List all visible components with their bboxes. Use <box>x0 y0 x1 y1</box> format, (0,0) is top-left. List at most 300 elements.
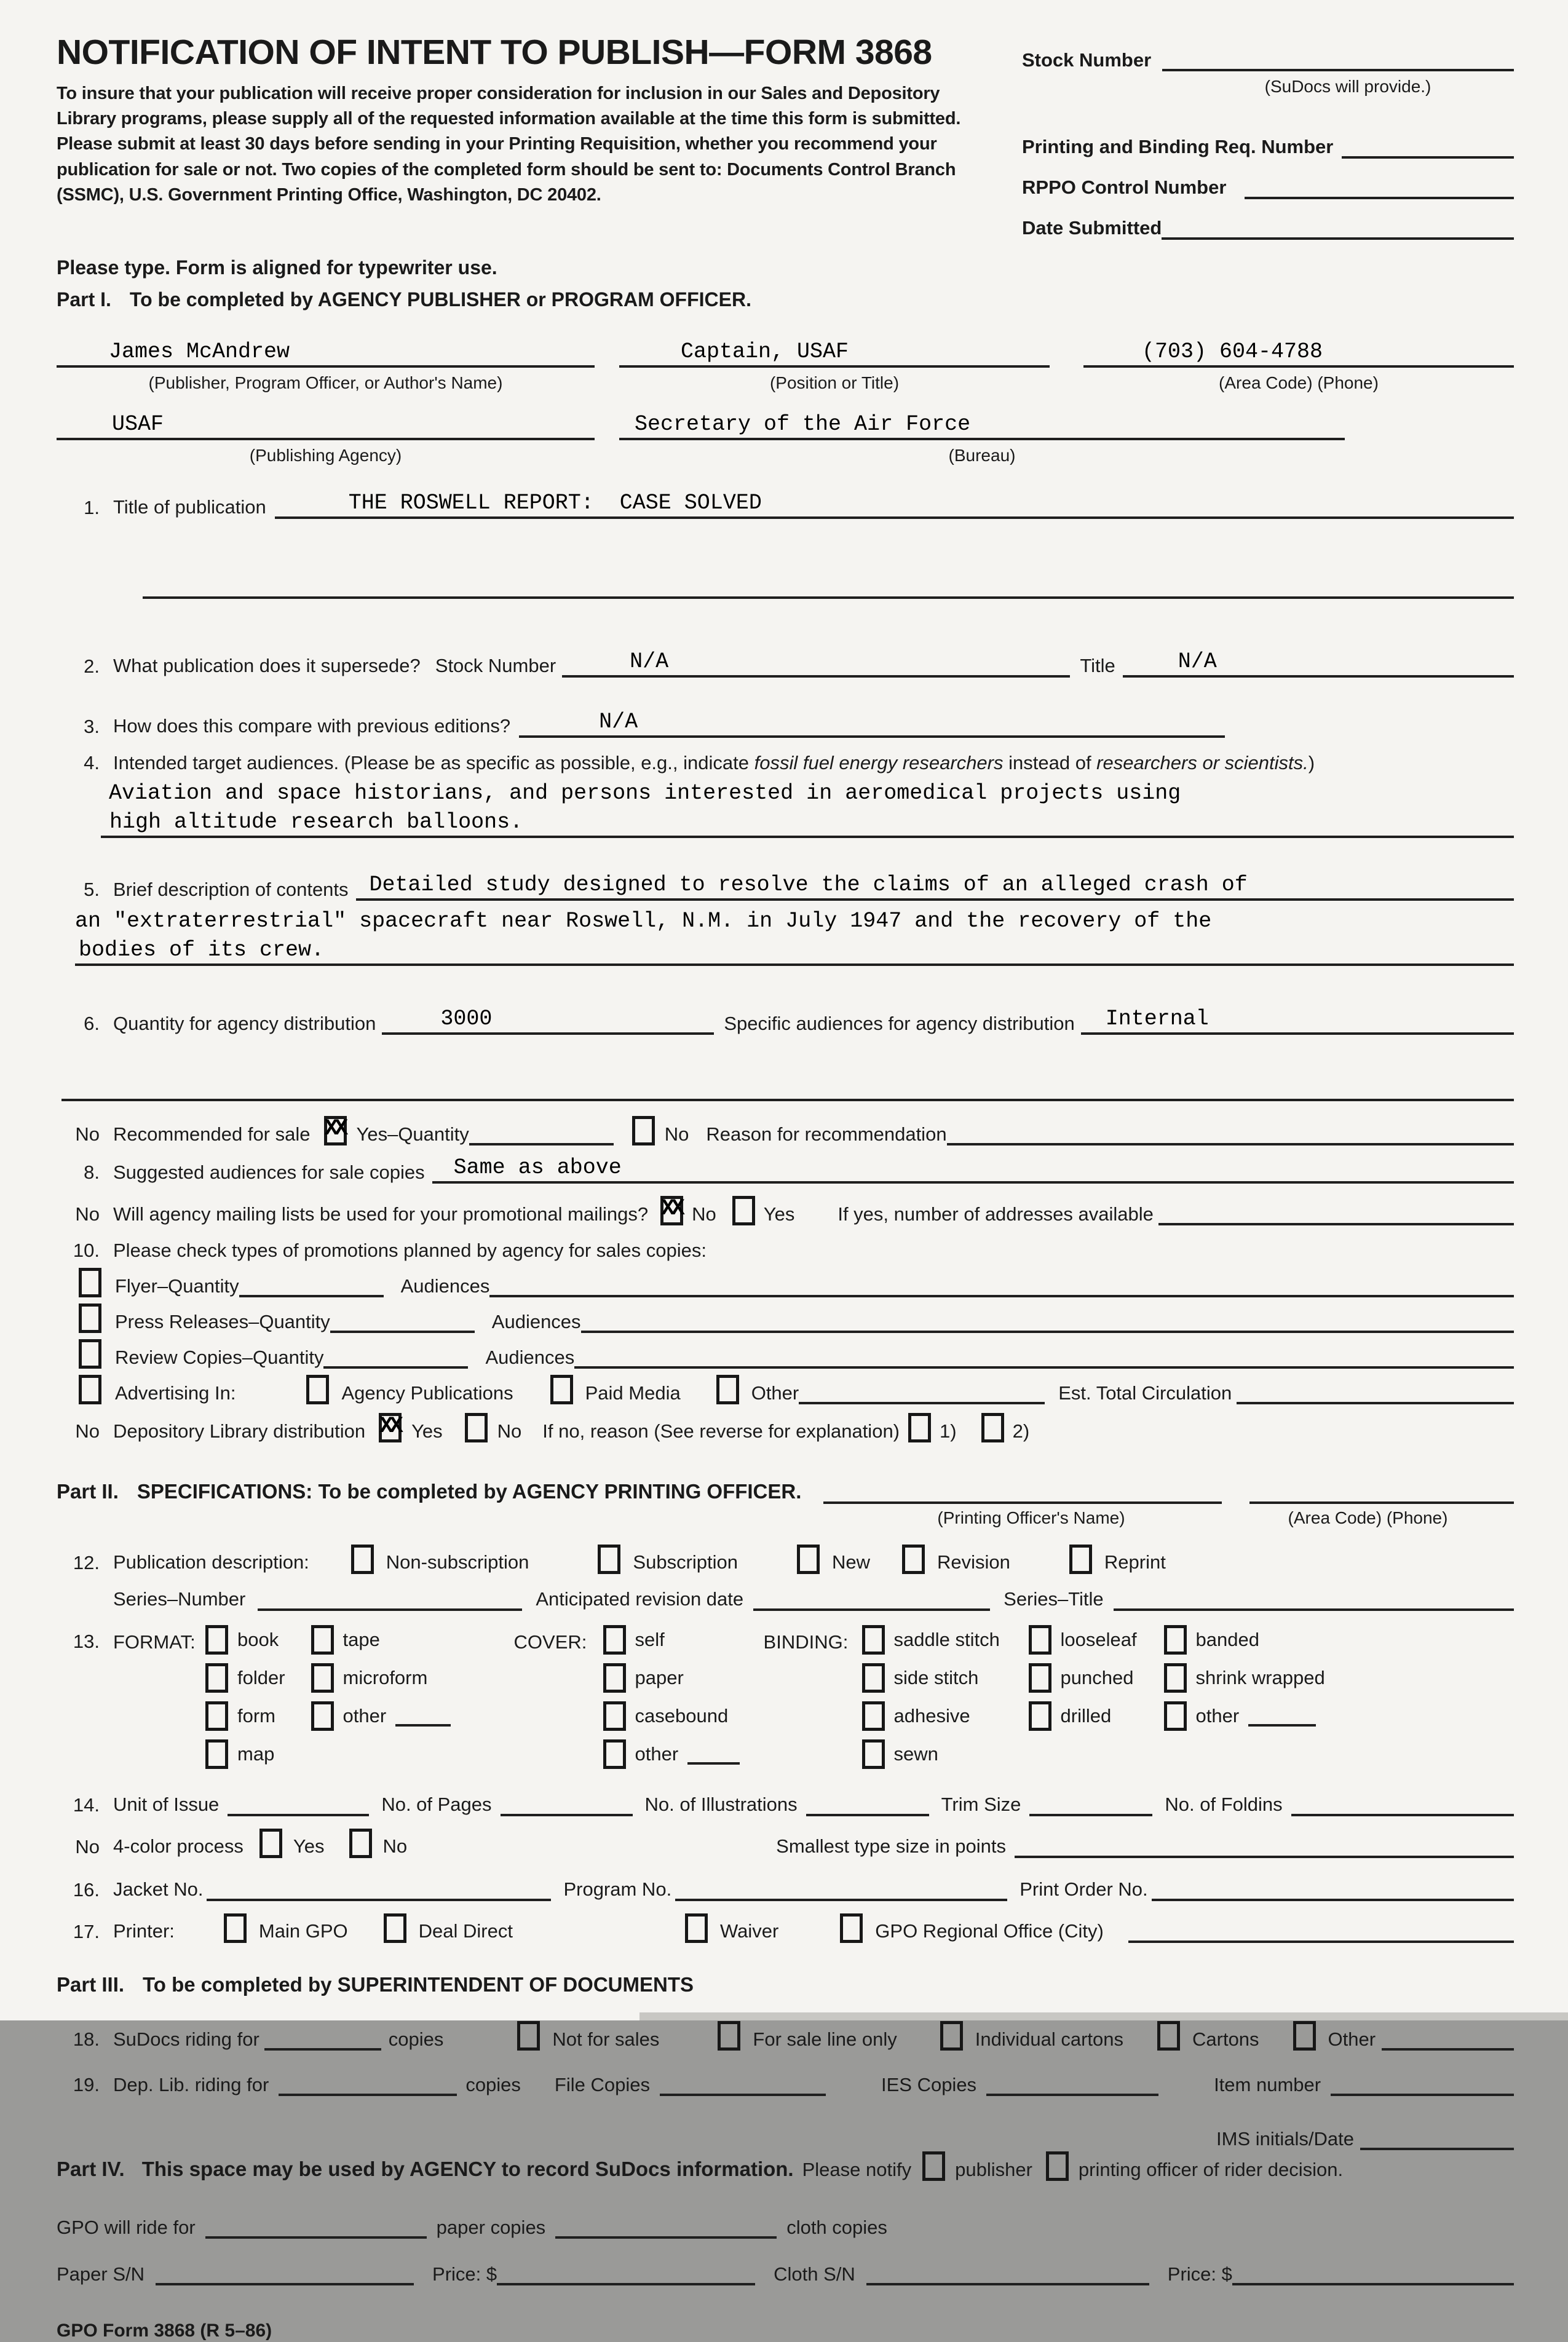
checkbox-shrink-wrapped[interactable] <box>1164 1663 1187 1693</box>
description-blank-1[interactable] <box>356 871 1514 901</box>
sudocs-other-blank[interactable] <box>1382 2021 1514 2051</box>
checkbox-banded[interactable] <box>1164 1625 1187 1655</box>
checkbox-depository-no[interactable] <box>465 1413 488 1442</box>
ims-row <box>57 2121 1514 2150</box>
checkbox-paid-media[interactable] <box>550 1375 573 1404</box>
checkbox-sudocs-other[interactable] <box>1293 2021 1316 2051</box>
press-releases-label: Press Releases–Quantity <box>115 1310 330 1332</box>
4color-no-label: No <box>382 1835 408 1857</box>
binding-other-blank[interactable] <box>1248 1706 1316 1727</box>
cover-other-label: other <box>635 1743 679 1765</box>
cloth-copies-label: cloth copies <box>786 2216 887 2238</box>
ims-initials-label: IMS initials/Date <box>1216 2127 1354 2150</box>
jacket-no-blank[interactable] <box>207 1872 551 1901</box>
publisher-name-value: James McAndrew <box>109 339 290 365</box>
folder-label: folder <box>237 1666 285 1688</box>
file-copies-blank[interactable] <box>660 2067 826 2096</box>
part1-heading <box>57 288 1514 311</box>
checkbox-agency-publications[interactable] <box>306 1375 329 1404</box>
punched-label: punched <box>1060 1666 1134 1688</box>
checkbox-press-releases[interactable] <box>79 1304 101 1333</box>
checkbox-recommended-yes[interactable]: XX <box>324 1116 347 1145</box>
promo-flyer-row <box>57 1268 1514 1297</box>
ies-copies-label: IES Copies <box>881 2073 977 2095</box>
no-of-pages-label: No. of Pages <box>381 1794 492 1816</box>
publishing-agency-blank[interactable] <box>57 408 595 440</box>
flyer-audiences-blank[interactable] <box>489 1268 1514 1297</box>
new-label: New <box>832 1551 871 1573</box>
sudocs-riding-blank[interactable] <box>264 2021 381 2051</box>
item-6 <box>57 1005 1514 1035</box>
description-blank-2[interactable] <box>75 936 1514 966</box>
trim-size-blank[interactable] <box>1029 1787 1152 1816</box>
part3-number: Part III. <box>57 1972 125 1996</box>
part1-number: Part I. <box>57 288 111 311</box>
item-4-example-2: researchers or scientists. <box>1096 751 1309 773</box>
stock-number-row <box>1022 42 1514 71</box>
item-8-number: 8. <box>84 1161 100 1183</box>
checkbox-folder[interactable] <box>205 1663 228 1693</box>
bureau-field <box>619 408 1345 466</box>
checkbox-cover-other[interactable] <box>603 1739 626 1769</box>
header-right-fields <box>1022 32 1514 240</box>
anticipated-revision-label: Anticipated revision date <box>536 1588 744 1610</box>
no-of-illustrations-label: No. of Illustrations <box>644 1794 798 1816</box>
publishing-agency-value: USAF <box>112 411 164 437</box>
checkbox-review-copies[interactable] <box>79 1339 101 1369</box>
item-6-number: 6. <box>84 1012 100 1034</box>
checkbox-advertising[interactable] <box>79 1375 101 1404</box>
ident-row-2 <box>57 408 1514 466</box>
item-5-number: 5. <box>84 878 100 900</box>
checkbox-reason-2[interactable] <box>981 1413 1004 1442</box>
checkbox-form[interactable] <box>205 1701 228 1731</box>
deal-direct-label: Deal Direct <box>418 1920 513 1942</box>
form-title: NOTIFICATION OF INTENT TO PUBLISH—FORM 3868 <box>57 33 932 72</box>
checkbox-side-stitch[interactable] <box>862 1663 885 1693</box>
microform-label: microform <box>343 1666 428 1688</box>
item-14 <box>57 1787 1514 1816</box>
file-copies-label: File Copies <box>554 2073 650 2095</box>
sale-audiences-value: Same as above <box>453 1155 622 1180</box>
cover-column <box>603 1621 742 1773</box>
phone-blank[interactable] <box>1083 336 1514 368</box>
checkbox-subscription[interactable] <box>598 1545 620 1574</box>
press-audiences-blank[interactable] <box>581 1304 1514 1333</box>
checkbox-cartons[interactable] <box>1157 2021 1180 2051</box>
deplib-riding-blank[interactable] <box>279 2067 457 2096</box>
checkbox-saddle-stitch[interactable] <box>862 1625 885 1655</box>
paper-sn-blank[interactable] <box>156 2256 414 2285</box>
print-order-no-blank[interactable] <box>1152 1872 1514 1901</box>
flyer-quantity-blank[interactable] <box>239 1268 384 1297</box>
program-no-label: Program No. <box>563 1878 672 1901</box>
checkbox-format-other[interactable] <box>311 1701 334 1731</box>
supersede-title-blank[interactable] <box>1123 648 1514 678</box>
sudocs-note: (SuDocs will provide.) <box>1264 77 1431 96</box>
gpo-ride-paper-blank[interactable] <box>205 2209 427 2239</box>
checkbox-looseleaf[interactable] <box>1029 1625 1051 1655</box>
publication-title-blank-2[interactable] <box>143 569 1514 599</box>
no-of-pages-blank[interactable] <box>501 1787 633 1816</box>
series-number-blank[interactable] <box>258 1581 522 1611</box>
paper-copies-label: paper copies <box>436 2216 546 2238</box>
item-4-example-1: fossil fuel energy researchers <box>754 751 1004 773</box>
checkbox-binding-other[interactable] <box>1164 1701 1187 1731</box>
item-12-number: 12. <box>73 1551 100 1573</box>
cover-other-blank[interactable] <box>687 1744 740 1765</box>
checkbox-casebound[interactable] <box>603 1701 626 1731</box>
agency-publications-label: Agency Publications <box>341 1382 513 1404</box>
printing-binding-blank[interactable] <box>1342 129 1514 159</box>
date-submitted-row <box>1022 210 1514 240</box>
item-7 <box>57 1116 1514 1145</box>
part2-heading <box>57 1474 1514 1504</box>
item-2 <box>57 648 1514 678</box>
review-copies-label: Review Copies–Quantity <box>115 1346 324 1368</box>
checkbox-waiver[interactable] <box>685 1913 708 1943</box>
smallest-type-blank[interactable] <box>1015 1829 1514 1858</box>
notify-publisher-label: publisher <box>955 2158 1032 2180</box>
cloth-sn-blank[interactable] <box>866 2256 1149 2285</box>
bureau-blank[interactable] <box>619 408 1345 440</box>
cloth-price-label: Price: $ <box>1167 2263 1232 2285</box>
reason-1-label: 1) <box>940 1420 957 1442</box>
main-gpo-label: Main GPO <box>258 1920 348 1942</box>
item-1-number: 1. <box>84 496 100 518</box>
format-other-label: other <box>343 1704 387 1727</box>
item-7-number: No <box>75 1123 100 1145</box>
item-14-number: 14. <box>73 1794 100 1816</box>
mailing-yes-label: Yes <box>763 1203 795 1225</box>
series-row <box>57 1581 1514 1611</box>
revision-label: Revision <box>937 1551 1010 1573</box>
quantity-value: 3000 <box>440 1006 493 1031</box>
ims-initials-blank[interactable] <box>1360 2121 1514 2150</box>
gpo-regional-label: GPO Regional Office (City) <box>875 1920 1104 1942</box>
cartons-label: Cartons <box>1192 2028 1259 2050</box>
item-3 <box>57 708 1514 738</box>
format-column-1 <box>205 1621 285 1773</box>
sale-audiences-blank[interactable] <box>432 1154 1514 1184</box>
unit-of-issue-label: Unit of Issue <box>113 1794 220 1816</box>
binding-column-1 <box>862 1621 1007 1773</box>
item-4-number: 4. <box>84 751 100 773</box>
part2-number: Part II. <box>57 1480 119 1503</box>
checkbox-revision[interactable] <box>902 1545 925 1574</box>
no-of-foldins-blank[interactable] <box>1291 1787 1514 1816</box>
not-for-sales-label: Not for sales <box>552 2028 660 2050</box>
subscription-label: Subscription <box>633 1551 738 1573</box>
supersede-stock-value: N/A <box>630 649 669 674</box>
checkbox-cover-self[interactable] <box>603 1625 626 1655</box>
no-of-foldins-label: No. of Foldins <box>1165 1794 1283 1816</box>
gpo-ride-label: GPO will ride for <box>57 2216 196 2238</box>
phone-field <box>1083 336 1514 394</box>
saddle-stitch-label: saddle stitch <box>893 1628 1000 1650</box>
publisher-name-caption: (Publisher, Program Officer, or Author's Name) <box>148 373 503 393</box>
gpo-ride-row <box>57 2209 1514 2239</box>
quantity-blank[interactable] <box>382 1005 714 1035</box>
rppo-row <box>1022 170 1514 199</box>
est-circulation-blank[interactable] <box>1237 1375 1514 1404</box>
checkbox-mailing-no[interactable]: XX <box>660 1196 683 1225</box>
checkbox-sewn[interactable] <box>862 1739 885 1769</box>
item-3-number: 3. <box>84 715 100 737</box>
promo-other-blank[interactable] <box>799 1375 1045 1404</box>
position-field <box>619 336 1050 394</box>
please-type-row <box>57 256 1514 279</box>
description-line-1: Detailed study designed to resolve the claims of an alleged crash of <box>369 872 1248 897</box>
form-label: form <box>237 1704 275 1727</box>
item-13-number: 13. <box>73 1630 100 1652</box>
mailing-no-label: No <box>692 1203 716 1225</box>
gpo-ride-cloth-blank[interactable] <box>555 2209 777 2239</box>
review-audiences-blank[interactable] <box>574 1339 1514 1369</box>
phone-value: (703) 604-4788 <box>1142 339 1323 365</box>
notify-printing-officer-label: printing officer of rider decision. <box>1078 2158 1344 2180</box>
publishing-agency-field <box>57 408 595 466</box>
item-9-label: Will agency mailing lists be used for your promotional mailings? <box>113 1203 649 1225</box>
item-1 <box>57 489 1514 519</box>
trim-size-label: Trim Size <box>941 1794 1021 1816</box>
officer-phone-caption: (Area Code) (Phone) <box>1288 1508 1448 1527</box>
item-6-continuation <box>57 1072 1514 1101</box>
series-title-label: Series–Title <box>1004 1588 1104 1610</box>
no-of-illustrations-blank[interactable] <box>806 1787 929 1816</box>
checkbox-for-sale-line-only[interactable] <box>718 2021 740 2051</box>
checkbox-tape[interactable] <box>311 1625 334 1655</box>
deplib-riding-label: Dep. Lib. riding for <box>113 2073 269 2095</box>
casebound-label: casebound <box>635 1704 729 1727</box>
item-11-label: Depository Library distribution <box>113 1420 366 1442</box>
checkbox-individual-cartons[interactable] <box>940 2021 963 2051</box>
checkbox-new[interactable] <box>797 1545 820 1574</box>
rppo-blank[interactable] <box>1245 170 1514 199</box>
target-audiences-line-2-row <box>57 809 1514 838</box>
reprint-label: Reprint <box>1104 1551 1166 1573</box>
sewn-label: sewn <box>893 1743 938 1765</box>
series-title-blank[interactable] <box>1114 1581 1514 1611</box>
specific-audiences-blank-2[interactable] <box>61 1072 1514 1101</box>
sudocs-copies-label: copies <box>388 2028 444 2050</box>
book-label: book <box>237 1628 279 1650</box>
reason-label: Reason for recommendation <box>706 1123 947 1145</box>
press-quantity-blank[interactable] <box>330 1304 475 1333</box>
checkbox-flyer[interactable] <box>79 1268 101 1297</box>
description-line-3-row <box>57 936 1514 966</box>
checkbox-microform[interactable] <box>311 1663 334 1693</box>
recommended-quantity-blank[interactable] <box>469 1116 614 1145</box>
sudocs-other-label: Other <box>1328 2028 1376 2050</box>
program-no-blank[interactable] <box>675 1872 1007 1901</box>
item-8 <box>57 1154 1514 1184</box>
if-no-reason-label: If no, reason (See reverse for explanation) <box>542 1420 900 1442</box>
checkbox-4color-no[interactable] <box>349 1829 372 1858</box>
advertising-label: Advertising In: <box>115 1382 236 1404</box>
item-16-number: 16. <box>73 1878 100 1901</box>
phone-caption: (Area Code) (Phone) <box>1219 373 1379 393</box>
series-number-label: Series–Number <box>113 1588 246 1610</box>
checkbox-notify-publisher[interactable] <box>922 2151 945 2181</box>
smallest-type-label: Smallest type size in points <box>776 1835 1007 1857</box>
publication-title-value: THE ROSWELL REPORT: CASE SOLVED <box>348 490 762 515</box>
supersede-stock-blank[interactable] <box>562 648 1070 678</box>
specific-audiences-value: Internal <box>1105 1006 1209 1031</box>
individual-cartons-label: Individual cartons <box>975 2028 1123 2050</box>
cloth-price-blank[interactable] <box>1232 2256 1514 2285</box>
printing-binding-row <box>1022 129 1514 159</box>
publisher-name-blank[interactable] <box>57 336 595 368</box>
flyer-label: Flyer–Quantity <box>115 1275 239 1297</box>
item-number-blank[interactable] <box>1331 2067 1514 2096</box>
item-12-label: Publication description: <box>113 1551 309 1573</box>
scan-artifact <box>639 2012 1568 2020</box>
checkbox-adhesive[interactable] <box>862 1701 885 1731</box>
item-4 <box>57 751 1514 774</box>
item-16 <box>57 1872 1514 1901</box>
please-notify-label: Please notify <box>802 2158 912 2180</box>
item-2-label: What publication does it supersede? <box>113 655 421 677</box>
non-subscription-label: Non-subscription <box>386 1551 529 1573</box>
printing-officer-name-blank[interactable] <box>823 1474 1222 1504</box>
item-12 <box>57 1545 1514 1574</box>
form-header <box>57 32 1514 240</box>
binding-column-2 <box>1029 1621 1139 1735</box>
date-submitted-blank[interactable] <box>1162 210 1514 240</box>
checkbox-depository-yes[interactable]: XX <box>379 1413 402 1442</box>
paid-media-label: Paid Media <box>585 1382 681 1404</box>
map-label: map <box>237 1743 275 1765</box>
promo-other-label: Other <box>751 1382 799 1404</box>
item-1-continuation <box>57 569 1514 599</box>
checkbox-reprint[interactable] <box>1069 1545 1092 1574</box>
checkbox-book[interactable] <box>205 1625 228 1655</box>
bureau-value: Secretary of the Air Force <box>635 411 971 437</box>
target-audiences-blank[interactable] <box>101 809 1514 838</box>
target-audiences-line-1: Aviation and space historians, and persons interested in aeromedical projects using <box>109 780 1181 805</box>
please-type-note: Please type. Form is aligned for typewriter use. <box>57 256 497 279</box>
anticipated-revision-blank[interactable] <box>753 1581 990 1611</box>
checkbox-4color-yes[interactable] <box>259 1829 282 1858</box>
format-column-2 <box>311 1621 496 1735</box>
publication-title-blank[interactable] <box>275 489 1514 519</box>
checkbox-gpo-regional[interactable] <box>840 1913 863 1943</box>
item-7-label: Recommended for sale <box>113 1123 311 1145</box>
form-id: GPO Form 3868 (R 5–86) <box>57 2320 272 2341</box>
date-submitted-label: Date Submitted <box>1022 217 1162 239</box>
item-5-label: Brief description of contents <box>113 878 349 900</box>
review-quantity-blank[interactable] <box>323 1339 468 1369</box>
supersede-title-value: N/A <box>1178 649 1217 674</box>
supersede-stock-label: Stock Number <box>435 655 556 677</box>
promo-review-row <box>57 1339 1514 1369</box>
header-left <box>57 32 973 208</box>
checkbox-promo-other[interactable] <box>716 1375 739 1404</box>
supersede-title-label: Title <box>1080 655 1115 677</box>
cover-label: COVER: <box>513 1631 587 1653</box>
checkbox-non-subscription[interactable] <box>351 1545 374 1574</box>
item-19-number: 19. <box>73 2074 100 2096</box>
item-number-label: Item number <box>1214 2073 1321 2095</box>
checkbox-cover-paper[interactable] <box>603 1663 626 1693</box>
part4-text: This space may be used by AGENCY to record SuDocs information. <box>141 2157 794 2180</box>
cover-paper-label: paper <box>635 1666 684 1688</box>
form-intro-paragraph: To insure that your publication will receive proper consideration for inclusion in our Sales and Depository Library programs, please supply all of the requested information available at the time this form is submitted. Please submit at least 30 days before sending in your Printing Requisition, whether you recommend your publication for sale or not. Two copies of the completed form should be sent to: Documents Control Branch (SSMC), U.S. Government Printing Office, Washington, DC 20402. <box>57 84 961 205</box>
sn-price-row <box>57 2256 1514 2285</box>
flyer-audiences-label: Audiences <box>400 1275 490 1297</box>
promo-advertising-row <box>57 1375 1514 1404</box>
deplib-copies-label: copies <box>465 2073 521 2095</box>
checkbox-punched[interactable] <box>1029 1663 1051 1693</box>
part4-number: Part IV. <box>57 2157 125 2180</box>
addresses-available-blank[interactable] <box>1158 1196 1514 1225</box>
item-11 <box>57 1413 1514 1442</box>
paper-price-blank[interactable] <box>497 2256 755 2285</box>
looseleaf-label: looseleaf <box>1060 1628 1137 1650</box>
side-stitch-label: side stitch <box>893 1666 979 1688</box>
item-17-number: 17. <box>73 1920 100 1942</box>
checkbox-main-gpo[interactable] <box>224 1913 247 1943</box>
item-5 <box>57 871 1514 901</box>
compare-editions-blank[interactable] <box>519 708 1225 738</box>
checkbox-reason-1[interactable] <box>908 1413 931 1442</box>
reason-2-label: 2) <box>1012 1420 1030 1442</box>
part3-heading <box>57 1972 1514 1997</box>
item-15-number: No <box>75 1835 100 1857</box>
review-audiences-label: Audiences <box>485 1346 575 1368</box>
stock-number-label: Stock Number <box>1022 49 1152 71</box>
banded-label: banded <box>1195 1628 1259 1650</box>
gpo-regional-blank[interactable] <box>1128 1913 1514 1943</box>
checkbox-deal-direct[interactable] <box>384 1913 406 1943</box>
publisher-name-field <box>57 336 595 394</box>
reason-blank[interactable] <box>947 1116 1514 1145</box>
ies-copies-blank[interactable] <box>986 2067 1158 2096</box>
specific-audiences-blank[interactable] <box>1081 1005 1514 1035</box>
format-other-blank[interactable] <box>395 1706 451 1727</box>
for-sale-line-only-label: For sale line only <box>753 2028 897 2050</box>
cover-self-label: self <box>635 1628 665 1650</box>
checkbox-map[interactable] <box>205 1739 228 1769</box>
specific-audiences-label: Specific audiences for agency distribution <box>724 1012 1075 1034</box>
position-value: Captain, USAF <box>681 339 849 365</box>
printing-officer-phone-blank[interactable] <box>1249 1474 1514 1504</box>
shrink-wrapped-label: shrink wrapped <box>1195 1666 1325 1688</box>
format-label: FORMAT: <box>113 1631 196 1653</box>
item-11-number: No <box>75 1420 100 1442</box>
checkbox-notify-printing-officer[interactable] <box>1046 2151 1069 2181</box>
item-18 <box>57 2021 1514 2051</box>
description-line-2: an "extraterrestrial" spacecraft near Roswell, N.M. in July 1947 and the recovery of the <box>75 908 1212 933</box>
cloth-sn-label: Cloth S/N <box>774 2263 855 2285</box>
tape-label: tape <box>343 1628 380 1650</box>
checkbox-recommended-no[interactable] <box>632 1116 655 1145</box>
if-yes-label: If yes, number of addresses available <box>837 1203 1154 1225</box>
position-blank[interactable] <box>619 336 1050 368</box>
stock-number-blank[interactable] <box>1162 42 1514 71</box>
depository-no-label: No <box>497 1420 522 1442</box>
item-19 <box>57 2067 1514 2096</box>
checkbox-drilled[interactable] <box>1029 1701 1051 1731</box>
checkbox-not-for-sales[interactable] <box>517 2021 540 2051</box>
item-17 <box>57 1913 1514 1943</box>
paper-sn-label: Paper S/N <box>57 2263 145 2285</box>
unit-of-issue-blank[interactable] <box>228 1787 369 1816</box>
checkbox-mailing-yes[interactable] <box>732 1196 755 1225</box>
publishing-agency-caption: (Publishing Agency) <box>249 445 402 465</box>
part4-row <box>57 2151 1514 2181</box>
